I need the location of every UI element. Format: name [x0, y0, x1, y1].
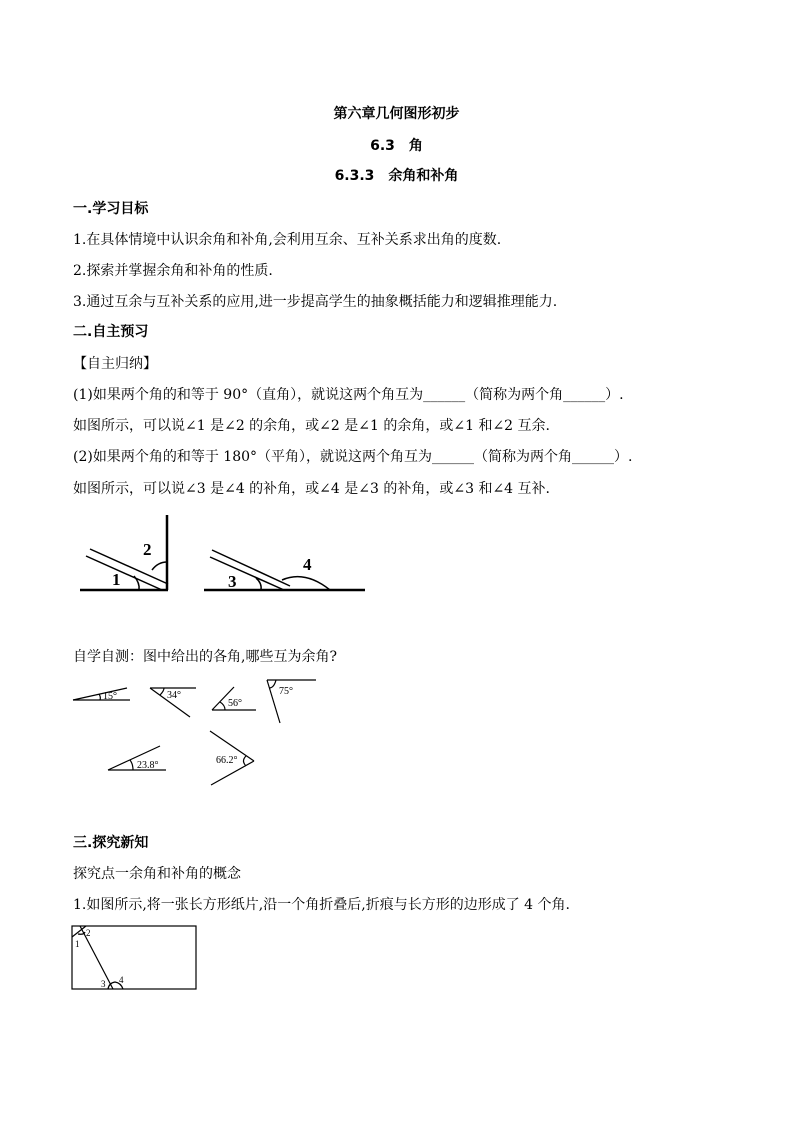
chapter-title: 第六章几何图形初步 [333, 106, 460, 122]
preview-heading: 二.自主预习 [73, 324, 149, 340]
angle-56: 56° [228, 698, 242, 709]
complementary-figure [80, 515, 168, 590]
objective-item: 2.探索并掌握余角和补角的性质. [73, 263, 273, 279]
preview-line: (1)如果两个角的和等于 90°（直角），就说这两个角互为______（简称为两个角______）. [73, 387, 624, 403]
explore-point: 探究点一余角和补角的概念 [73, 866, 241, 882]
objective-item: 1.在具体情境中认识余角和补角,会利用互余、互补关系求出角的度数. [73, 232, 502, 248]
folded-rectangle [72, 926, 196, 989]
subsection-title: 6.3.3 余角和补角 [334, 168, 459, 184]
angle-label-2: 2 [143, 540, 152, 559]
angle-label-3: 3 [228, 572, 237, 591]
rect-label-2: 2 [86, 928, 91, 938]
angle-label-1: 1 [112, 570, 121, 589]
angle-34: 34° [167, 690, 181, 701]
angle-23-8: 23.8° [137, 760, 159, 771]
preview-line: (2)如果两个角的和等于 180°（平角），就说这两个角互为______（简称为两个角______）. [73, 449, 633, 465]
angle-75: 75° [279, 686, 293, 697]
self-test-prompt: 自学自测：图中给出的各角,哪些互为余角? [73, 649, 337, 665]
rect-label-1: 1 [75, 939, 80, 949]
explore-heading: 三.探究新知 [73, 835, 149, 851]
section-title: 6.3 角 [370, 138, 423, 154]
angle-label-4: 4 [303, 555, 312, 574]
objective-item: 3.通过互余与互补关系的应用,进一步提高学生的抽象概括能力和逻辑推理能力. [73, 294, 558, 310]
summary-label: 【自主归纳】 [73, 356, 157, 372]
preview-line: 如图所示，可以说∠1 是∠2 的余角，或∠2 是∠1 的余角，或∠1 和∠2 互余. [73, 418, 550, 434]
rect-label-3: 3 [101, 979, 106, 989]
angle-15: 15° [103, 691, 117, 702]
explore-item: 1.如图所示,将一张长方形纸片,沿一个角折叠后,折痕与长方形的边形成了 4 个角. [73, 897, 570, 913]
rect-label-4: 4 [119, 975, 124, 985]
objectives-heading: 一.学习目标 [73, 201, 149, 217]
preview-line: 如图所示，可以说∠3 是∠4 的补角，或∠4 是∠3 的补角，或∠3 和∠4 互补. [73, 481, 550, 497]
angle-66-2: 66.2° [216, 755, 238, 766]
